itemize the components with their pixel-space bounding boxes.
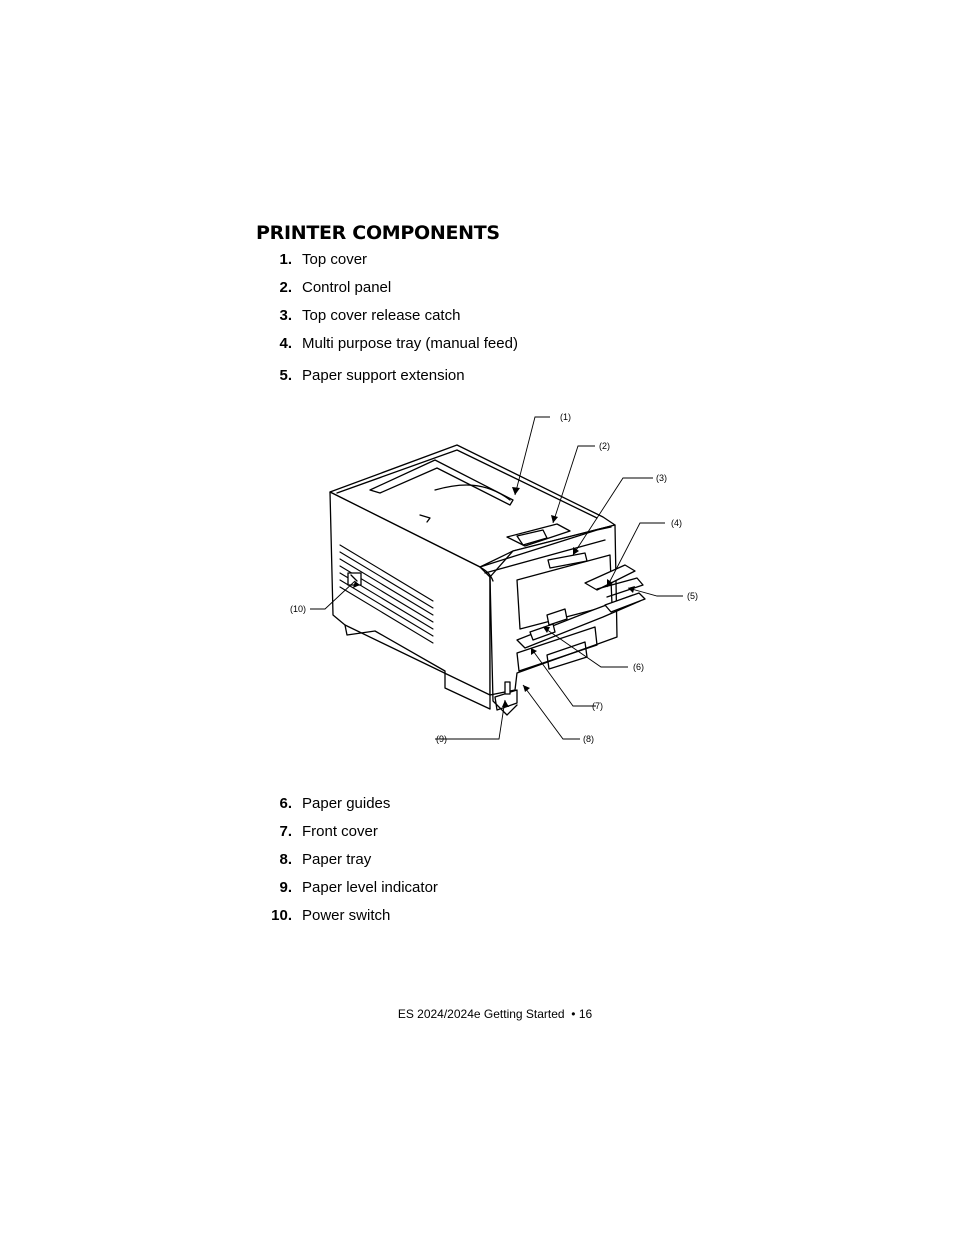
- item-label: Top cover release catch: [302, 307, 461, 324]
- item-number: 7.: [279, 823, 292, 840]
- item-number: 9.: [279, 879, 292, 896]
- list-item: [262, 879, 438, 897]
- footer-doc-title: ES 2024/2024e Getting Started: [397, 1007, 565, 1021]
- printer-illustration-icon: [285, 405, 705, 750]
- list-item: [262, 251, 367, 269]
- page-number: 16: [578, 1007, 593, 1021]
- list-item: [262, 367, 465, 385]
- callout-9: (9): [436, 734, 447, 744]
- item-number: 5.: [279, 367, 292, 384]
- list-item: [262, 279, 391, 297]
- item-label: Paper level indicator: [302, 879, 438, 896]
- callout-5: (5): [687, 591, 698, 601]
- page-title: PRINTER COMPONENTS: [256, 222, 500, 244]
- callout-7: (7): [592, 701, 603, 711]
- item-label: Top cover: [302, 251, 368, 268]
- footer-separator: •: [571, 1007, 576, 1021]
- callout-10: (10): [290, 604, 307, 614]
- callout-3: (3): [656, 473, 667, 483]
- item-label: Control panel: [302, 279, 392, 296]
- callout-4: (4): [671, 518, 682, 528]
- item-label: Paper tray: [302, 851, 372, 868]
- item-number: 1.: [279, 251, 292, 268]
- item-label: Paper support extension: [302, 367, 465, 384]
- list-item: [262, 795, 390, 813]
- item-number: 4.: [279, 335, 292, 352]
- list-item: [262, 335, 518, 353]
- item-number: 6.: [279, 795, 292, 812]
- callout-2: (2): [599, 441, 610, 451]
- item-number: 2.: [279, 279, 292, 296]
- callout-8: (8): [583, 734, 594, 744]
- callout-6: (6): [633, 662, 644, 672]
- list-item: [262, 907, 390, 925]
- item-label: Power switch: [302, 907, 391, 924]
- item-number: 8.: [279, 851, 292, 868]
- page-footer: [0, 1007, 954, 1021]
- list-item: [262, 307, 460, 325]
- list-item: [262, 823, 378, 841]
- item-label: Front cover: [302, 823, 378, 840]
- printer-figure: [285, 405, 705, 750]
- item-number: 3.: [279, 307, 292, 324]
- callout-1: (1): [560, 412, 571, 422]
- item-label: Paper guides: [302, 795, 391, 812]
- item-number: 10.: [271, 907, 292, 924]
- list-item: [262, 851, 371, 869]
- item-label: Multi purpose tray (manual feed): [302, 335, 518, 352]
